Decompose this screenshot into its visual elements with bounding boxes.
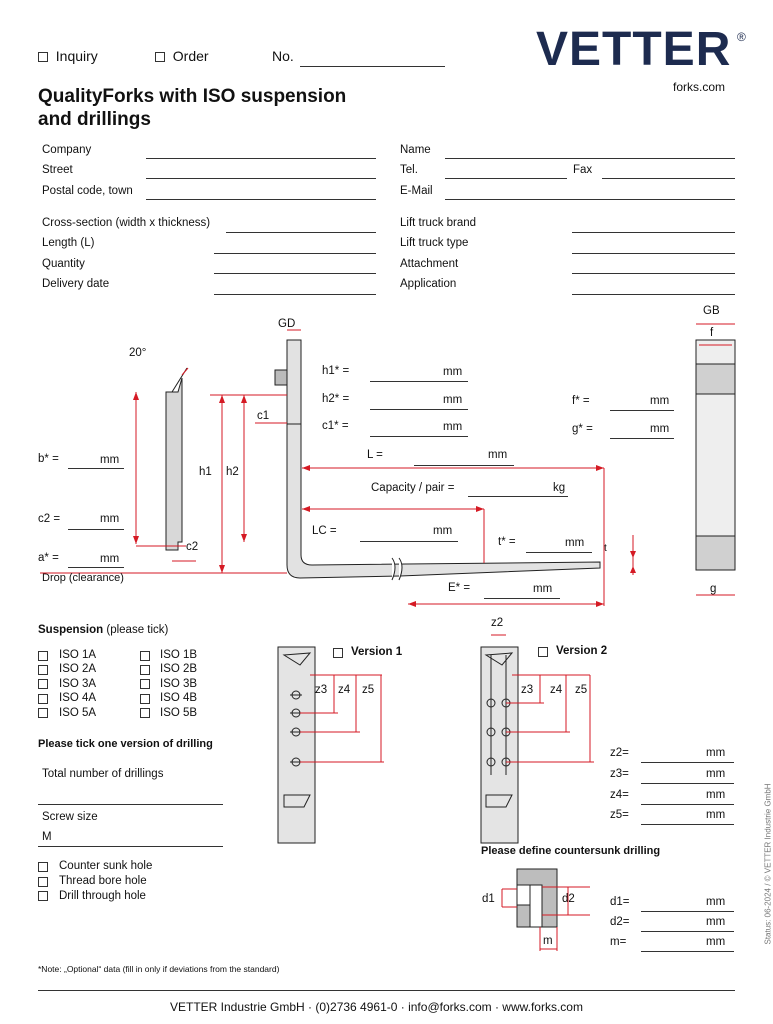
d2-field[interactable] xyxy=(641,931,734,932)
d2-label: d2 xyxy=(562,893,575,905)
order-option[interactable]: Order xyxy=(155,48,209,64)
name-label: Name xyxy=(400,144,431,156)
c1-label: c1 xyxy=(257,410,270,422)
t-label: t xyxy=(604,543,607,554)
t-field[interactable] xyxy=(526,552,592,553)
footer-divider xyxy=(38,990,735,991)
c1-field[interactable] xyxy=(370,436,468,437)
z5-unit: mm xyxy=(706,809,726,821)
h2-unit: mm xyxy=(443,394,463,406)
c2-equals-label: c2 = xyxy=(38,513,61,525)
inquiry-option[interactable]: Inquiry xyxy=(38,48,98,64)
version2-checkbox[interactable] xyxy=(538,647,548,657)
iso-1b-label: ISO 1B xyxy=(160,649,198,661)
c2-field[interactable] xyxy=(68,529,124,530)
quantity-field[interactable] xyxy=(214,273,376,274)
h2-label: h2 xyxy=(226,466,239,478)
gd-label: GD xyxy=(278,318,296,330)
h2-field[interactable] xyxy=(370,409,468,410)
z2-equals-label: z2= xyxy=(610,747,629,759)
company-field[interactable] xyxy=(146,158,376,159)
z4-unit: mm xyxy=(706,789,726,801)
brand-field[interactable] xyxy=(572,232,735,233)
version1-plate xyxy=(278,647,315,843)
iso-4a-label: ISO 4A xyxy=(59,692,97,704)
f-label: f xyxy=(710,327,714,339)
m-label: m xyxy=(543,935,553,947)
email-field[interactable] xyxy=(445,199,735,200)
t-equals-label: t* = xyxy=(498,536,516,548)
name-field[interactable] xyxy=(445,158,735,159)
d2-unit: mm xyxy=(706,916,726,928)
h1-unit: mm xyxy=(443,366,463,378)
a-equals-label: a* = xyxy=(38,552,59,564)
company-label: Company xyxy=(42,144,92,156)
capacity-field[interactable] xyxy=(468,496,568,497)
z4-field[interactable] xyxy=(641,804,734,805)
tel-label: Tel. xyxy=(400,164,418,176)
version-diagrams xyxy=(0,615,770,960)
status-note: Status: 06-2024 / © VETTER Industrie GmbH xyxy=(763,783,773,945)
fax-field[interactable] xyxy=(602,178,735,179)
d1-unit: mm xyxy=(706,896,726,908)
z5-field[interactable] xyxy=(641,824,734,825)
g-label: g xyxy=(710,583,717,595)
tel-field[interactable] xyxy=(445,178,567,179)
e-unit: mm xyxy=(533,583,553,595)
c1-equals-label: c1* = xyxy=(322,420,349,432)
suspension-title: Suspension (please tick) xyxy=(38,624,169,636)
d2-equals-label: d2= xyxy=(610,916,630,928)
attachment-field[interactable] xyxy=(572,273,735,274)
cross-section-field[interactable] xyxy=(226,232,376,233)
h1-label: h1 xyxy=(199,466,212,478)
screw-size-value[interactable]: M xyxy=(42,831,52,843)
lc-equals-label: LC = xyxy=(312,525,337,537)
iso-1a-label: ISO 1A xyxy=(59,649,97,661)
d1-equals-label: d1= xyxy=(610,896,630,908)
iso-4b-label: ISO 4B xyxy=(160,692,198,704)
length-label: Length (L) xyxy=(42,237,95,249)
page-title-line1: QualityForks with ISO suspension xyxy=(38,86,347,107)
iso-2b-label: ISO 2B xyxy=(160,663,198,675)
brand-label: Lift truck brand xyxy=(400,217,477,229)
z2-field[interactable] xyxy=(641,762,734,763)
iso-3b-label: ISO 3B xyxy=(160,678,198,690)
postal-label: Postal code, town xyxy=(42,185,133,197)
angle-label: 20° xyxy=(129,347,147,359)
attachment-label: Attachment xyxy=(400,258,459,270)
lc-unit: mm xyxy=(433,525,453,537)
f-field[interactable] xyxy=(610,410,674,411)
iso-2a-label: ISO 2A xyxy=(59,663,97,675)
a-unit: mm xyxy=(100,553,120,565)
cross-section-label: Cross-section (width x thickness) xyxy=(42,217,211,229)
l-equals-label: L = xyxy=(367,449,383,461)
d1-label: d1 xyxy=(482,893,495,905)
application-label: Application xyxy=(400,278,457,290)
fork-cross-section xyxy=(166,378,182,550)
v1-z5-label: z5 xyxy=(362,684,375,696)
l-field[interactable] xyxy=(414,465,514,466)
version1-checkbox[interactable] xyxy=(333,648,343,658)
version2-label: Version 2 xyxy=(556,645,608,657)
z4-equals-label: z4= xyxy=(610,789,629,801)
g-field[interactable] xyxy=(610,438,674,439)
delivery-field[interactable] xyxy=(214,294,376,295)
delivery-label: Delivery date xyxy=(42,278,110,290)
v2-z4-label: z4 xyxy=(550,684,563,696)
thread-bore-label: Thread bore hole xyxy=(59,875,147,887)
fork-hook xyxy=(275,370,287,385)
countersunk-title: Please define countersunk drilling xyxy=(481,845,661,857)
screw-size-label: Screw size xyxy=(42,811,98,823)
m-unit: mm xyxy=(706,936,726,948)
v1-z4-label: z4 xyxy=(338,684,351,696)
c2-unit: mm xyxy=(100,513,120,525)
page-title-line2: and drillings xyxy=(38,109,151,130)
footer-contact: VETTER Industrie GmbH · (0)2736 4961-0 · info@forks.com · www.forks.com xyxy=(170,1000,583,1014)
email-label: E-Mail xyxy=(400,185,433,197)
z3-unit: mm xyxy=(706,768,726,780)
iso-5b-label: ISO 5B xyxy=(160,707,198,719)
v2-z5-label: z5 xyxy=(575,684,588,696)
version2-plate xyxy=(481,647,518,843)
quantity-label: Quantity xyxy=(42,258,85,270)
l-unit: mm xyxy=(488,449,508,461)
street-label: Street xyxy=(42,164,73,176)
drop-label: Drop (clearance) xyxy=(42,572,124,584)
counter-sunk-label: Counter sunk hole xyxy=(59,860,153,872)
z5-equals-label: z5= xyxy=(610,809,629,821)
optional-note: *Note: „Optional“ data (fill in only if deviations from the standard) xyxy=(38,964,280,974)
h1-equals-label: h1* = xyxy=(322,365,350,377)
iso-3a-label: ISO 3A xyxy=(59,678,97,690)
street-field[interactable] xyxy=(146,178,376,179)
registered-mark: ® xyxy=(737,30,746,44)
length-field[interactable] xyxy=(214,253,376,254)
order-checkbox[interactable] xyxy=(155,52,165,62)
c2-label: c2 xyxy=(186,541,199,553)
capacity-unit: kg xyxy=(553,482,566,494)
vetter-logo: VETTER xyxy=(536,23,732,76)
f-unit: mm xyxy=(650,395,670,407)
h2-equals-label: h2* = xyxy=(322,393,350,405)
version-title: Please tick one version of drilling xyxy=(38,738,213,750)
version1-label: Version 1 xyxy=(351,646,403,658)
inquiry-checkbox[interactable] xyxy=(38,52,48,62)
d1-field[interactable] xyxy=(641,911,734,912)
number-label: No. xyxy=(272,48,294,64)
iso-5a-label: ISO 5A xyxy=(59,707,97,719)
v2-z3-label: z3 xyxy=(521,684,534,696)
v2-z2-label: z2 xyxy=(491,617,504,629)
capacity-label: Capacity / pair = xyxy=(371,482,455,494)
z2-unit: mm xyxy=(706,747,726,759)
application-field[interactable] xyxy=(572,294,735,295)
h1-field[interactable] xyxy=(370,381,468,382)
t-unit: mm xyxy=(565,537,585,549)
postal-field[interactable] xyxy=(146,199,376,200)
fax-label: Fax xyxy=(573,164,593,176)
v1-z3-label: z3 xyxy=(315,684,328,696)
m-field[interactable] xyxy=(641,951,734,952)
m-equals-label: m= xyxy=(610,936,627,948)
c1-unit: mm xyxy=(443,421,463,433)
dimension-lines xyxy=(40,324,735,606)
drill-through-label: Drill through hole xyxy=(59,890,146,902)
b-unit: mm xyxy=(100,454,120,466)
g-equals-label: g* = xyxy=(572,423,593,435)
lc-field[interactable] xyxy=(360,541,458,542)
type-label: Lift truck type xyxy=(400,237,469,249)
g-unit: mm xyxy=(650,423,670,435)
z3-field[interactable] xyxy=(641,783,734,784)
total-drillings-label: Total number of drillings xyxy=(42,768,164,780)
b-field[interactable] xyxy=(68,468,124,469)
e-field[interactable] xyxy=(484,598,560,599)
a-field[interactable] xyxy=(68,567,124,568)
website-label: forks.com xyxy=(673,80,726,94)
e-equals-label: E* = xyxy=(448,582,471,594)
gb-label: GB xyxy=(703,305,720,317)
f-equals-label: f* = xyxy=(572,395,590,407)
type-field[interactable] xyxy=(572,253,735,254)
z3-equals-label: z3= xyxy=(610,768,629,780)
number-field[interactable] xyxy=(300,66,445,67)
b-equals-label: b* = xyxy=(38,453,59,465)
